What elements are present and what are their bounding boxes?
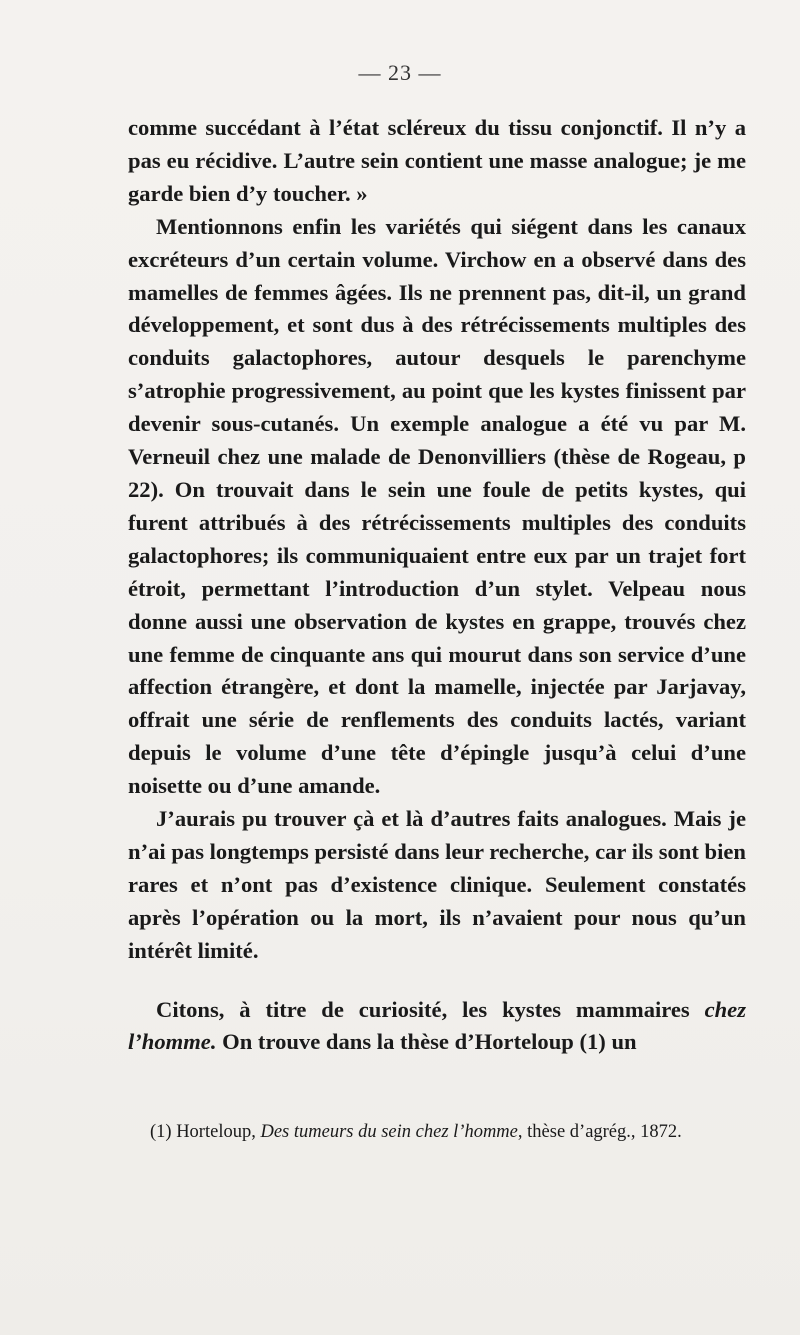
paragraph-kystes-homme-start: Citons, à titre de curiosité, les kystes mammaires — [156, 996, 705, 1022]
paragraph-kystes-homme-end: On trouve dans la thèse d’Horteloup (1) un — [216, 1029, 637, 1055]
paragraph-autres-faits: J’aurais pu trouver çà et là d’autres faits analogues. Mais je n’ai pas longtemps persisté dans leur recherche, car ils sont bien rares et n’ont pas d’existence clinique. Seulement constatés après l’opération ou la mort, ils n’avaient pour nous qu’un intérêt limité. — [128, 806, 746, 963]
page-number: — 23 — — [358, 60, 442, 85]
paragraph-continuation: comme succédant à l’état scléreux du tissu conjonctif. Il n’y a pas eu récidive. L’autre sein contient une masse analogue; je me garde bien d’y toucher. » — [128, 115, 746, 206]
body-text — [128, 112, 746, 1059]
paragraph-kystes-homme-italic: chez l’homme. — [128, 996, 746, 1055]
paragraph-canaux-excreteurs: Mentionnons enfin les variétés qui siégent dans les canaux excréteurs d’un certain volume. Virchow en a observé dans des mamelles de femmes âgées. Ils ne prennent pas, dit-il, un grand développement, et sont dus à des rétrécissements multiples des conduits galactophores, autour desquels le parenchyme s’atrophie progressivement, au point que les kystes finissent par devenir sous-cutanés. Un exemple analogue a été vu par M. Verneuil chez une malade de Denonvilliers (thèse de Rogeau, p 22). On trouvait dans le sein une foule de petits kystes, qui furent attribués à des rétrécissements multiples des conduits galactophores; ils communiquaient entre eux par un trajet fort étroit, permettant l’introduction d’un stylet. Velpeau nous donne aussi une observation de kystes en grappe, trouvés chez une femme de cinquante ans qui mourut dans son service d’une affection étrangère, et dont la mamelle, injectée par Jarjavay, offrait une série de renflements des conduits lactés, variant depuis le volume d’une tête d’épingle jusqu’à celui d’une noisette ou d’une amande. — [128, 213, 746, 799]
footnote-rest: , thèse d’agrég., 1872. — [517, 1122, 682, 1142]
paragraph-kystes-homme — [128, 994, 746, 1060]
footnote — [130, 1120, 760, 1144]
footnote-marker: (1) Horteloup, — [150, 1122, 261, 1142]
footnote-title: Des tumeurs du sein chez l’homme — [260, 1122, 518, 1142]
